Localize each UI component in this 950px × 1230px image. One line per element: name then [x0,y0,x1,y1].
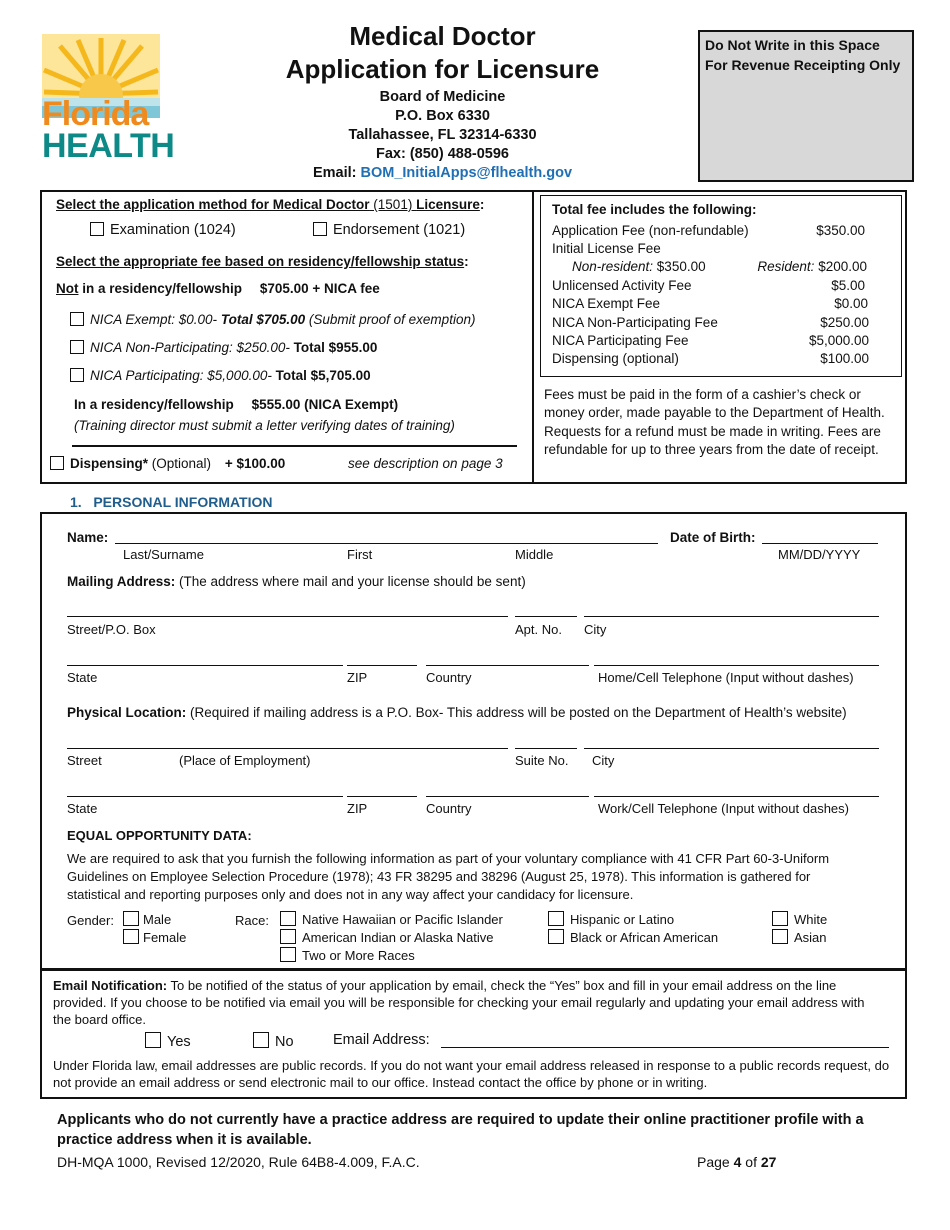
nica-part-option[interactable] [70,368,371,383]
nica-exempt-note: (Submit proof of exemption) [305,312,476,327]
in-residency-text: In a residency/fellowship [74,397,234,412]
email-no-label: No [275,1034,294,1050]
not-residency-text: in a residency/fellowship [78,281,243,296]
nonres-amount: $350.00 [653,259,706,274]
phys-state-input[interactable] [67,796,343,797]
email-yes-label: Yes [167,1034,191,1050]
work-tel-input[interactable] [594,796,879,797]
male-checkbox[interactable] [123,911,139,926]
not-in-residency [56,281,380,296]
endorse-option[interactable] [313,222,465,238]
phys-state-label: State [67,801,98,816]
public-records-note: Under Florida law, email addresses are public records. If you do not want your email address released in response to a public records request, do not provide an email address or send electronic mail to our office. Instead contact the office by phone or in writing. [53,1058,890,1090]
revenue-box [698,30,914,182]
not-residency-amount: $705.00 + NICA fee [259,281,380,296]
home-tel-input[interactable] [594,665,879,666]
race-as-checkbox[interactable] [772,929,788,944]
mail-zip-input[interactable] [347,665,417,666]
email-address-input[interactable] [441,1047,889,1048]
name-input[interactable] [115,543,658,544]
race-label: Race: [235,913,269,928]
page-current: 4 [733,1154,742,1170]
email-label: Email: [312,165,361,181]
method-select [56,197,484,212]
app-fee-label: Application Fee (non-refundable) [552,223,749,238]
email-notification-label: Email Notification: [53,978,168,993]
fee-row-nica-ex [552,296,868,311]
nica-ex-label: NICA Exempt Fee [552,296,661,311]
race-nh-option[interactable] [280,911,503,927]
revenue-line-2: For Revenue Receipting Only [705,57,901,73]
method-label: Select the application method for Medical Doctor [56,197,370,212]
fee-initial-label: Initial License Fee [552,241,661,256]
city-line: Tallahassee, FL 32314-6330 [348,127,537,143]
dispensing-label: Dispensing* [70,456,149,471]
florida-health-logo [40,32,175,165]
race-w-option[interactable] [772,911,827,927]
practice-address-notice: Applicants who do not currently have a practice address are required to update their online practitioner profile with a practice address when it is available. [57,1112,864,1148]
fee-row-nica-p [552,333,869,348]
board-name: Board of Medicine [379,89,506,105]
race-hl-option[interactable] [548,911,674,927]
nica-np-amount: $250.00 [820,315,869,330]
mail-state-input[interactable] [67,665,343,666]
nica-part-total: Total $5,705.00 [271,368,371,383]
page-label: Page [697,1154,734,1170]
form-number: DH-MQA 1000, Revised 12/2020, Rule 64B8-4.009, F.A.C. [57,1154,420,1170]
page-title: Medical Doctor [349,21,536,51]
app-fee-amount: $350.00 [816,223,865,238]
mail-city-input[interactable] [584,616,879,617]
female-label: Female [143,930,187,945]
race-nh-checkbox[interactable] [280,911,296,926]
mail-zip-label: ZIP [347,670,368,685]
eeo-title: EQUAL OPPORTUNITY DATA: [67,828,252,843]
disp-fee-amount: $100.00 [820,351,869,366]
male-label: Male [143,912,172,927]
fee-row-app [552,223,865,238]
in-residency [74,397,398,412]
phys-city-input[interactable] [584,748,879,749]
mail-state-label: State [67,670,98,685]
mail-city-label: City [584,622,607,637]
race-w-label: White [794,912,828,927]
mailing-note: (The address where mail and your license should be sent) [175,574,526,589]
race-nh-label: Native Hawaiian or Pacific Islander [302,912,503,927]
nica-nonpart-total: Total $955.00 [289,340,378,355]
phys-country-label: Country [426,801,472,816]
female-checkbox[interactable] [123,929,139,944]
mailing-label: Mailing Address: [67,574,176,589]
nica-p-amount: $5,000.00 [808,333,869,348]
physical-label: Physical Location: [67,705,187,720]
unlic-label: Unlicensed Activity Fee [552,278,692,293]
nica-exempt-checkbox[interactable] [70,312,84,326]
logo-word-health: HEALTH [42,127,175,165]
mail-country-label: Country [426,670,472,685]
race-as-label: Asian [794,930,827,945]
dispensing-amount: + $100.00 [224,456,286,471]
gender-label: Gender: [67,913,114,928]
race-ba-checkbox[interactable] [548,929,564,944]
email-no-checkbox[interactable] [253,1032,269,1048]
place-of-employment-label: (Place of Employment) [179,753,311,768]
fee-select [56,254,469,269]
race-hl-checkbox[interactable] [548,911,564,926]
exam-checkbox[interactable] [90,222,104,236]
fee-select-colon: : [464,254,469,269]
fees-divider [532,190,534,484]
fee-row-unlic [552,278,865,293]
dispensing-checkbox[interactable] [50,456,64,470]
middle-name-label: Middle [515,547,554,562]
endorse-label: Endorsement (1021) [333,222,466,238]
fee-row-nica-np [552,315,869,330]
mail-street-input[interactable] [67,616,508,617]
po-box: P.O. Box 6330 [395,108,490,124]
dispensing-optional: (Optional) [148,456,212,471]
race-two-label: Two or More Races [302,948,415,963]
page-number [697,1154,776,1170]
in-residency-amount: $555.00 (NICA Exempt) [251,397,399,412]
phys-street-input[interactable] [67,748,508,749]
dob-input[interactable] [762,543,878,544]
mail-country-input[interactable] [426,665,589,666]
page-of: of [741,1154,761,1170]
fees-left-rule [72,445,517,447]
phys-suite-input[interactable] [515,748,577,749]
email-yes-option[interactable] [145,1032,191,1050]
fee-summary-title: Total fee includes the following: [552,202,757,217]
disp-fee-label: Dispensing (optional) [552,351,679,366]
training-note: (Training director must submit a letter verifying dates of training) [74,418,455,433]
nica-part-label: NICA Participating: $5,000.00- [90,368,272,383]
unlic-amount: $5.00 [831,278,865,293]
email-no-option[interactable] [253,1032,294,1050]
race-ai-label: American Indian or Alaska Native [302,930,494,945]
fee-select-label: Select the appropriate fee based on residency/fellowship status [56,254,465,269]
nica-np-label: NICA Non-Participating Fee [552,315,718,330]
dob-label: Date of Birth: [670,530,756,545]
section-heading: 1. PERSONAL INFORMATION [70,494,273,510]
fee-payment-note: Fees must be paid in the form of a cashier’s check or money order, made payable to the Department of Health. Requests for a refund must be made in writing. Fees are refundable for up to three years from the date of receipt. [544,387,885,457]
female-option[interactable] [123,929,186,945]
header [240,20,645,183]
logo-word-florida: Florida [42,95,149,133]
eeo-text: We are required to ask that you furnish the following information as part of your voluntary compliance with 41 CFR Part 60-3-Uniform Guidelines on Employee Selection Procedure (1978); 43 FR 38295 and 38296 (August 25, 1978). This information is gathered for statistical and reporting purposes only and does not in any way affect your candidacy for licensure. [67,851,830,902]
method-colon: : [479,197,485,212]
race-two-option[interactable] [280,947,415,963]
nica-p-label: NICA Participating Fee [552,333,689,348]
exam-label: Examination (1024) [110,222,236,238]
race-ai-checkbox[interactable] [280,929,296,944]
mailing-address-title [67,574,526,589]
endorse-checkbox[interactable] [313,222,327,236]
email-line [240,164,645,183]
fee-row-residency [572,259,867,274]
revenue-line-1: Do Not Write in this Space [705,37,880,53]
race-hl-label: Hispanic or Latino [570,912,675,927]
phys-zip-label: ZIP [347,801,368,816]
phys-street-label: Street [67,753,102,768]
phys-country-input[interactable] [426,796,589,797]
physical-note: (Required if mailing address is a P.O. Box- This address will be posted on the Department of Health’s website) [186,705,847,720]
home-tel-label: Home/Cell Telephone (Input without dashes) [598,670,854,685]
race-ba-label: Black or African American [570,930,719,945]
last-name-label: Last/Surname [123,547,204,562]
street-po-label: Street/P.O. Box [67,622,156,637]
suite-label: Suite No. [515,753,569,768]
apt-label: Apt. No. [515,622,562,637]
res-amount: $200.00 [814,259,867,274]
exam-option[interactable] [90,222,236,238]
race-two-checkbox[interactable] [280,947,296,962]
fax-line: Fax: (850) 488-0596 [376,146,509,162]
dispensing-see: see description on page 3 [348,456,503,471]
res-label: Resident: [757,259,815,274]
email-notification-body: To be notified of the status of your application by email, check the “Yes” box and fill in your email address on the line provided. If you choose to be notified via email you will be responsible for checking your email regularly and updating your email address with the board office. [53,978,865,1027]
nica-exempt-total: Total $705.00 [220,312,306,327]
nonres-label: Non-resident: [572,259,654,274]
first-name-label: First [347,547,373,562]
nica-nonpart-label: NICA Non-Participating: $250.00- [90,340,290,355]
race-w-checkbox[interactable] [772,911,788,926]
method-code: (1501) [369,197,417,212]
email-yes-checkbox[interactable] [145,1032,161,1048]
method-licensure: Licensure [416,197,480,212]
mail-apt-input[interactable] [515,616,577,617]
male-option[interactable] [123,911,171,927]
nica-part-checkbox[interactable] [70,368,84,382]
page-subtitle: Application for Licensure [285,54,600,84]
phys-zip-input[interactable] [347,796,417,797]
nica-exempt-label: NICA Exempt: $0.00- [90,312,218,327]
race-ai-option[interactable] [280,929,493,945]
dob-format-label: MM/DD/YYYY [778,547,861,562]
email-notification-text [53,977,883,1028]
physical-location-title [67,705,847,720]
race-ba-option[interactable] [548,929,718,945]
dispensing-option[interactable] [50,456,285,471]
phys-city-label: City [592,753,615,768]
work-tel-label: Work/Cell Telephone (Input without dashes) [598,801,849,816]
email-address-label: Email Address: [333,1032,430,1048]
fee-row-disp [552,351,869,366]
not-word: Not [56,281,79,296]
race-as-option[interactable] [772,929,827,945]
nica-exempt-option[interactable] [70,312,475,327]
nica-nonpart-checkbox[interactable] [70,340,84,354]
nica-nonpart-option[interactable] [70,340,377,355]
name-label: Name: [67,530,109,545]
page-total: 27 [760,1154,777,1170]
nica-ex-amount: $0.00 [834,296,868,311]
board-email-link[interactable]: BOM_InitialApps@flhealth.gov [360,165,573,181]
